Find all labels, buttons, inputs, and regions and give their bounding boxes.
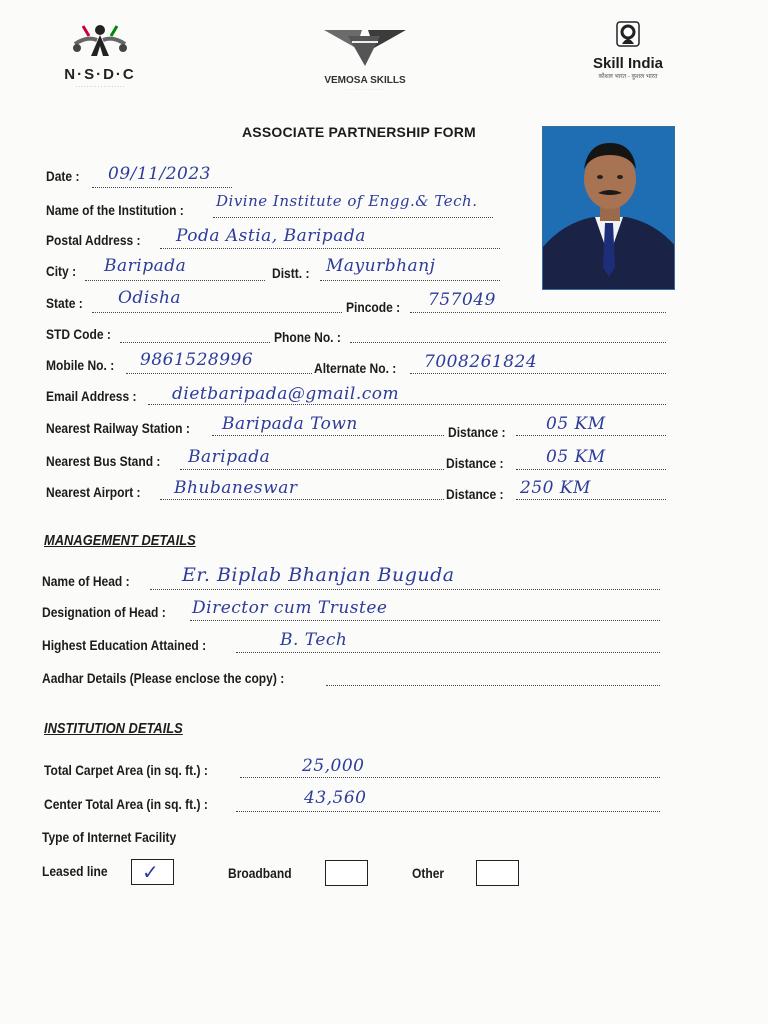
head-name-line (150, 589, 660, 590)
phone-label: Phone No. : (274, 329, 341, 345)
email-line (148, 404, 666, 405)
pincode-value[interactable]: 757049 (428, 290, 496, 310)
city-value[interactable]: Baripada (104, 256, 187, 276)
checkmark-icon: ✓ (142, 860, 159, 884)
head-name-value[interactable]: Er. Biplab Bhanjan Buguda (182, 564, 455, 586)
education-line (236, 652, 660, 653)
form-title: ASSOCIATE PARTNERSHIP FORM (242, 124, 476, 140)
email-value[interactable]: dietbaripada@gmail.com (172, 384, 400, 404)
bus-distance-value[interactable]: 05 KM (546, 447, 606, 467)
railway-value[interactable]: Baripada Town (222, 414, 358, 434)
postal-address-label: Postal Address : (46, 232, 141, 248)
phone-line (350, 342, 666, 343)
center-area-value[interactable]: 43,560 (304, 788, 367, 808)
alternate-value[interactable]: 7008261824 (424, 352, 538, 372)
airport-label: Nearest Airport : (46, 484, 141, 500)
designation-line (190, 620, 660, 621)
nsdc-logo (40, 18, 160, 89)
distt-line (320, 280, 500, 281)
person-photo-icon (543, 127, 675, 290)
institution-value[interactable]: Divine Institute of Engg.& Tech. (216, 192, 478, 210)
management-heading: MANAGEMENT DETAILS (44, 532, 196, 549)
postal-address-value[interactable]: Poda Astia, Baripada (176, 226, 366, 246)
handshake-logo-icon (322, 26, 408, 68)
skill-india-tagline: कौशल भारत - कुशल भारत (598, 74, 658, 80)
bus-stand-value[interactable]: Baripada (188, 447, 271, 467)
city-label: City : (46, 263, 77, 279)
other-label: Other (412, 865, 445, 881)
airport-distance-label: Distance : (446, 486, 504, 502)
city-line (85, 280, 265, 281)
aadhar-line (326, 685, 660, 686)
designation-value[interactable]: Director cum Trustee (192, 598, 388, 618)
airport-line (160, 499, 444, 500)
bus-distance-label: Distance : (446, 455, 504, 471)
leased-line-label: Leased line (42, 863, 108, 879)
institution-label: Name of the Institution : (46, 202, 184, 218)
email-label: Email Address : (46, 388, 137, 404)
head-name-label: Name of Head : (42, 573, 130, 589)
state-value[interactable]: Odisha (118, 288, 182, 308)
bus-distance-line (516, 469, 666, 470)
railway-distance-label: Distance : (448, 424, 506, 440)
aadhar-label: Aadhar Details (Please enclose the copy) : (42, 670, 285, 686)
center-area-label: Center Total Area (in sq. ft.) : (44, 796, 208, 812)
std-code-label: STD Code : (46, 326, 111, 342)
mobile-label: Mobile No. : (46, 357, 115, 373)
alternate-label: Alternate No. : (314, 360, 397, 376)
carpet-area-value[interactable]: 25,000 (302, 756, 365, 776)
broadband-label: Broadband (228, 865, 292, 881)
std-code-line (120, 342, 270, 343)
railway-label: Nearest Railway Station : (46, 420, 190, 436)
carpet-area-line (240, 777, 660, 778)
institution-heading: INSTITUTION DETAILS (44, 720, 183, 737)
education-value[interactable]: B. Tech (280, 630, 348, 650)
bus-stand-line (180, 469, 444, 470)
vemosa-logo (305, 26, 425, 91)
state-label: State : (46, 295, 83, 311)
vemosa-logo-text: VEMOSA SKILLS (324, 75, 406, 86)
nsdc-logo-text: N·S·D·C (64, 66, 136, 83)
distt-label: Distt. : (272, 265, 310, 281)
railway-distance-value[interactable]: 05 KM (546, 414, 606, 434)
state-line (92, 312, 342, 313)
institution-line (213, 217, 493, 218)
nsdc-logo-tagline: . . . . . . . . . . . . . . . . . . (75, 83, 125, 89)
distt-value[interactable]: Mayurbhanj (326, 256, 436, 276)
pincode-line (410, 312, 666, 313)
other-checkbox[interactable] (476, 860, 519, 886)
carpet-area-label: Total Carpet Area (in sq. ft.) : (44, 762, 208, 778)
nsdc-logo-icon (55, 18, 145, 64)
skill-india-logo-icon (613, 20, 643, 50)
postal-address-line (160, 248, 500, 249)
railway-distance-line (516, 435, 666, 436)
date-value[interactable]: 09/11/2023 (108, 164, 211, 184)
bus-stand-label: Nearest Bus Stand : (46, 453, 161, 469)
railway-line (212, 435, 444, 436)
airport-distance-line (516, 499, 666, 500)
education-label: Highest Education Attained : (42, 637, 207, 653)
mobile-value[interactable]: 9861528996 (140, 350, 254, 370)
internet-facility-label: Type of Internet Facility (42, 829, 177, 845)
date-label: Date : (46, 168, 80, 184)
vemosa-logo-tagline: . . . . . . . . . . . . . . . . . . (345, 86, 385, 91)
broadband-checkbox[interactable] (325, 860, 368, 886)
mobile-line (126, 373, 312, 374)
applicant-photo (542, 126, 675, 290)
skill-india-logo (580, 20, 676, 80)
center-area-line (236, 811, 660, 812)
airport-value[interactable]: Bhubaneswar (174, 478, 298, 498)
skill-india-text: Skill India (592, 55, 664, 72)
leased-line-checkbox[interactable] (131, 859, 174, 885)
airport-distance-value[interactable]: 250 KM (520, 478, 591, 498)
designation-label: Designation of Head : (42, 604, 166, 620)
pincode-label: Pincode : (346, 299, 401, 315)
date-line (92, 187, 232, 188)
alternate-line (410, 373, 666, 374)
